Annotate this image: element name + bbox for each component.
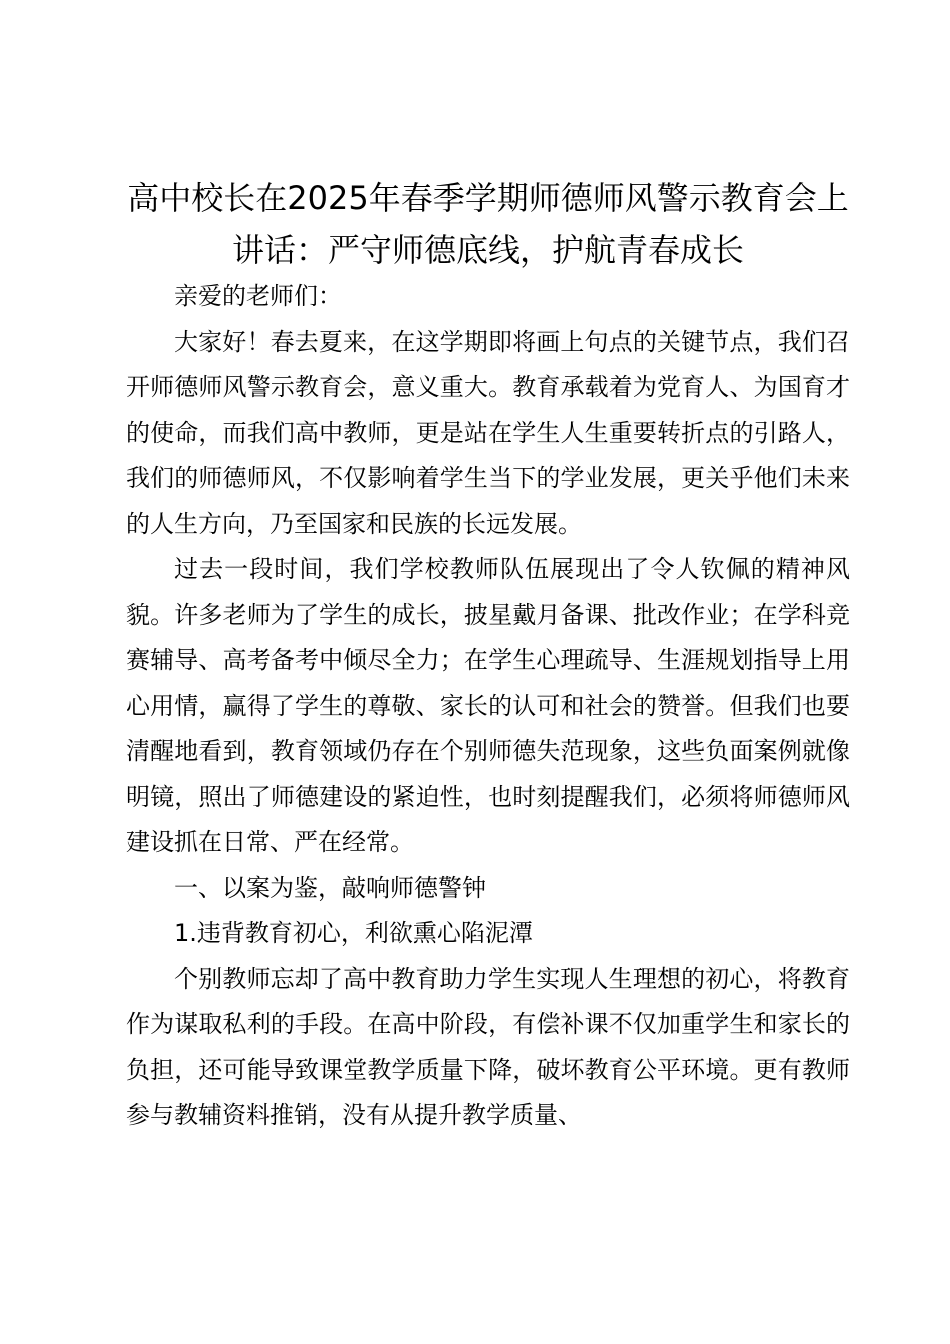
- paragraph-greeting: 大家好！春去夏来，在这学期即将画上句点的关键节点，我们召开师德师风警示教育会，意义重大。教育承载着为党育人、为国育才的使命，而我们高中教师，更是站在学生人生重要转折点的引路人，我们的师德师风，不仅影响着学生当下的学业发展，更关乎他们未来的人生方向，乃至国家和民族的长远发展。: [126, 327, 850, 538]
- document-content: [126, 172, 850, 1139]
- salutation: 亲爱的老师们：: [174, 282, 342, 310]
- page-title: 高中校长在2025年春季学期师德师风警示教育会上讲话：严守师德底线，护航青春成长: [127, 179, 849, 269]
- paragraph-review: 过去一段时间，我们学校教师队伍展现出了令人钦佩的精神风貌。许多老师为了学生的成长，披星戴月备课、批改作业；在学科竞赛辅导、高考备考中倾尽全力；在学生心理疏导、生涯规划指导上用心用情，赢得了学生的尊敬、家长的认可和社会的赞誉。但我们也要清醒地看到，教育领域仍存在个别师德失范现象，这些负面案例就像明镜，照出了师德建设的紧迫性，也时刻提醒我们，必须将师德师风建设抓在日常、严在经常。: [126, 555, 850, 856]
- section-heading: 一、以案为鉴，敲响师德警钟: [174, 873, 486, 902]
- subsection-heading: 1.违背教育初心，利欲熏心陷泥潭: [174, 919, 533, 947]
- paragraph-subsection: 个别教师忘却了高中教育助力学生实现人生理想的初心，将教育作为谋取私利的手段。在高中阶段，有偿补课不仅加重学生和家长的负担，还可能导致课堂教学质量下降，破坏教育公平环境。更有教师参与教辅资料推销，没有从提升教学质量、: [126, 964, 850, 1129]
- document-body: [126, 274, 850, 1139]
